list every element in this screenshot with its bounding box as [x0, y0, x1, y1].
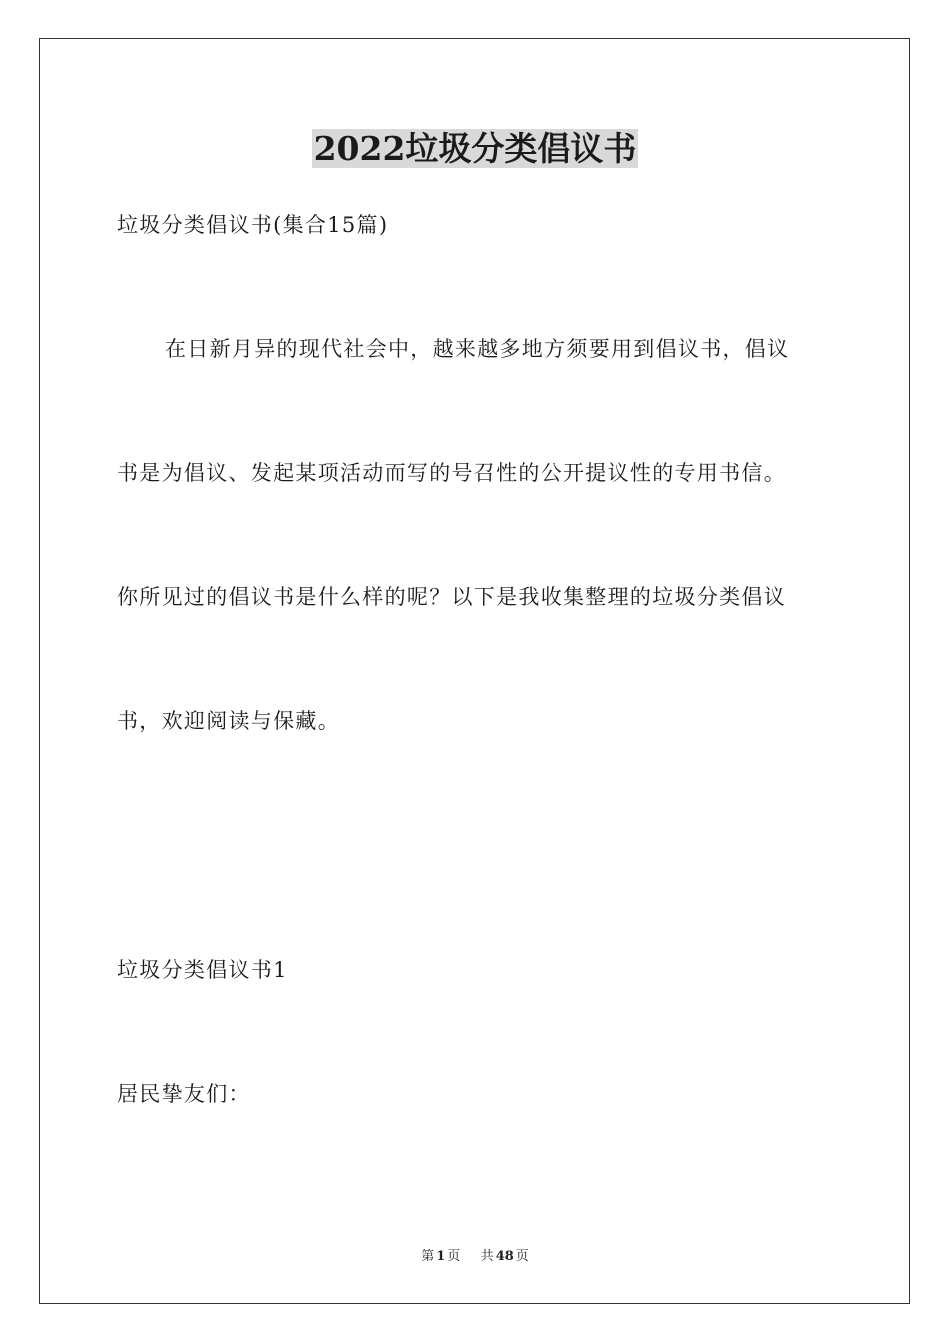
section-heading: 垃圾分类倡议书1 — [117, 958, 288, 982]
document-title — [0, 126, 950, 172]
total-pages-number: 48 — [495, 1249, 514, 1264]
intro-line-1: 在日新月异的现代社会中，越来越多地方须要用到倡议书，倡议 — [165, 337, 790, 361]
current-page-number: 1 — [436, 1249, 446, 1264]
page-indicator: 第 1 页 — [421, 1249, 461, 1264]
intro-line-4: 书，欢迎阅读与保藏。 — [117, 709, 340, 733]
document-title-text: 2022垃圾分类倡议书 — [313, 129, 637, 168]
intro-line-3: 你所见过的倡议书是什么样的呢？以下是我收集整理的垃圾分类倡议 — [117, 585, 786, 609]
page-footer — [0, 1248, 950, 1266]
salutation: 居民挚友们： — [117, 1082, 251, 1106]
document-subtitle: 垃圾分类倡议书(集合15篇) — [117, 213, 389, 237]
intro-line-2: 书是为倡议、发起某项活动而写的号召性的公开提议性的专用书信。 — [117, 461, 786, 485]
total-pages-indicator: 共 48 页 — [480, 1249, 529, 1264]
